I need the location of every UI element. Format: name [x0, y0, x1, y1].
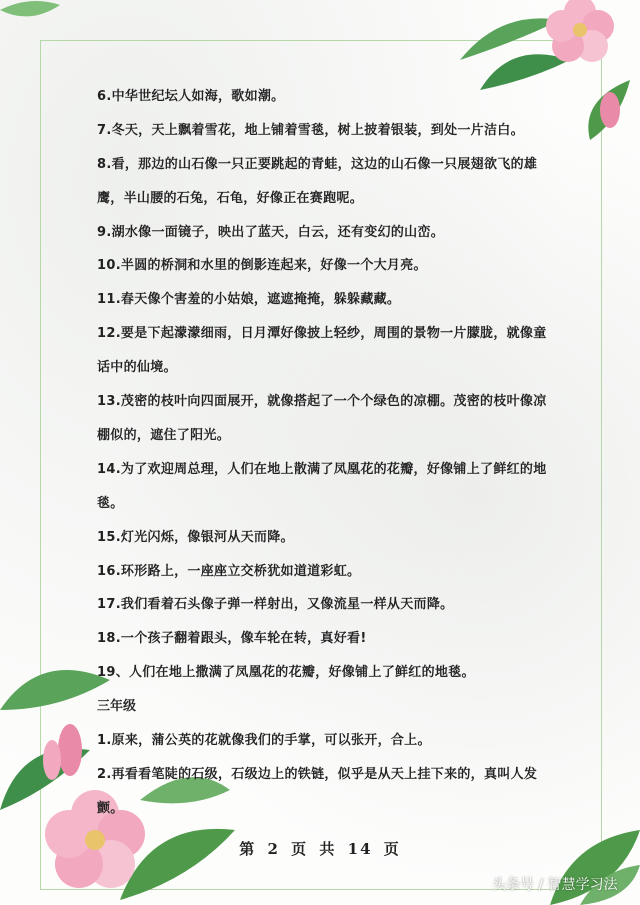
list-item: 8.看，那边的山石像一只正要跳起的青蛙，这边的山石像一只展翅欲飞的雄鹰，半山腰的石兔，石龟，好像正在赛跑呢。 [97, 156, 538, 206]
leaf-icon [0, 1, 60, 16]
list-item: 12.要是下起濛濛细雨，日月潭好像披上轻纱，周围的景物一片朦胧，就像童话中的仙境。 [97, 326, 547, 376]
list-item: 9.湖水像一面镜子，映出了蓝天，白云，还有变幻的山峦。 [97, 224, 445, 240]
list-item: 14.为了欢迎周总理，人们在地上散满了凤凰花的花瓣，好像铺上了鲜红的地毯。 [97, 461, 547, 511]
grade-heading: 三年级 [97, 699, 137, 715]
bud-icon [600, 92, 620, 128]
page-suffix: 页 [291, 840, 309, 858]
total-suffix: 页 [383, 840, 401, 858]
top-left-leaf-decoration [0, 0, 60, 40]
list-item: 1.原来，蒲公英的花就像我们的手掌，可以张开，合上。 [97, 733, 431, 749]
list-item: 16.环形路上，一座座立交桥犹如道道彩虹。 [97, 563, 361, 579]
list-item: 13.茂密的枝叶向四面展开，就像搭起了一个个绿色的凉棚。茂密的枝叶像凉棚似的，遮住了阳光。 [97, 394, 547, 443]
list-item: 10.半圆的桥洞和水里的倒影连起来，好像一个大月亮。 [97, 258, 427, 274]
list-item: 17.我们看着石头像子弹一样射出，又像流星一样从天而降。 [97, 597, 454, 613]
watermark: 头条号 / 智慧学习法 [492, 877, 618, 893]
total-pages: 14 [347, 840, 373, 858]
document-body [97, 80, 552, 826]
list-item: 18.一个孩子翻着跟头，像车轮在转，真好看! [97, 631, 367, 647]
page-number: 2 [267, 840, 280, 858]
list-item: 15.灯光闪烁，像银河从天而降。 [97, 529, 294, 545]
list-item: 6.中华世纪坛人如海，歌如潮。 [97, 89, 285, 104]
list-item: 2.再看看笔陡的石级，石级边上的铁链，似乎是从天上挂下来的，真叫人发颤。 [97, 766, 538, 816]
page-footer [0, 838, 640, 859]
list-item: 19、人们在地上撒满了凤凰花的花瓣，好像铺上了鲜红的地毯。 [97, 665, 475, 681]
page-label: 第 [239, 840, 257, 858]
total-label: 共 [319, 840, 337, 858]
list-item: 11.春天像个害羞的小姑娘，遮遮掩掩，躲躲藏藏。 [97, 292, 401, 308]
list-item: 7.冬天，天上飘着雪花，地上铺着雪毯，树上披着银装，到处一片洁白。 [97, 122, 524, 138]
flower-icon [546, 0, 614, 62]
